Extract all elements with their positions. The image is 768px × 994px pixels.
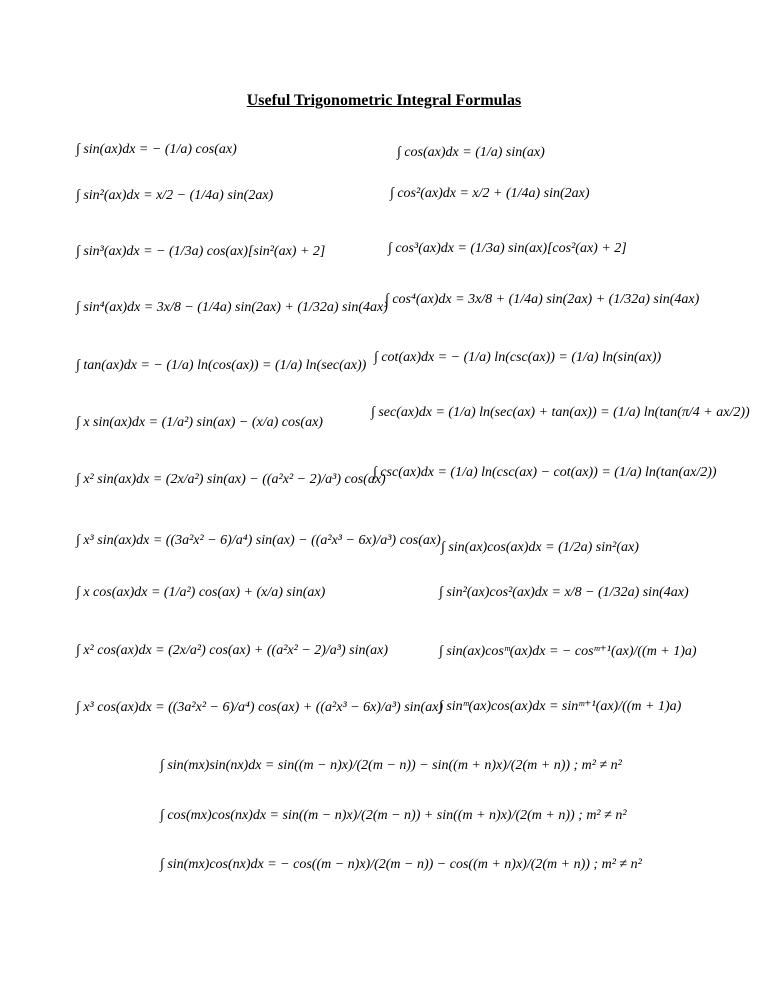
formula-x-sin: ∫ x sin(ax)dx = (1/a²) sin(ax) − (x/a) cos(ax) xyxy=(76,415,323,430)
formula-sin2-cos2: ∫ sin²(ax)cos²(ax)dx = x/8 − (1/32a) sin(4ax) xyxy=(439,585,689,600)
formula-x2-cos: ∫ x² cos(ax)dx = (2x/a²) cos(ax) + ((a²x² − 2)/a³) sin(ax) xyxy=(76,643,389,658)
formula-cos-cubed: ∫ cos³(ax)dx = (1/3a) sin(ax)[cos²(ax) + 2] xyxy=(388,241,627,256)
formula-x-cos: ∫ x cos(ax)dx = (1/a²) cos(ax) + (x/a) sin(ax) xyxy=(76,585,326,600)
formula-sin-mx-cos-nx: ∫ sin(mx)cos(nx)dx = − cos((m − n)x)/(2(m − n)) − cos((m + n)x)/(2(m + n)) ; m² ≠ n² xyxy=(160,857,642,872)
formula-sin-cubed: ∫ sin³(ax)dx = − (1/3a) cos(ax)[sin²(ax) + 2] xyxy=(76,244,326,259)
formula-sin-mx-sin-nx: ∫ sin(mx)sin(nx)dx = sin((m − n)x)/(2(m − n)) − sin((m + n)x)/(2(m + n)) ; m² ≠ n² xyxy=(160,758,622,773)
formula-x3-sin: ∫ x³ sin(ax)dx = ((3a²x² − 6)/a⁴) sin(ax) − ((a²x³ − 6x)/a³) cos(ax) xyxy=(76,533,441,548)
page-title: Useful Trigonometric Integral Formulas xyxy=(246,92,522,109)
formula-sin-cos: ∫ sin(ax)cos(ax)dx = (1/2a) sin²(ax) xyxy=(441,540,639,555)
formula-cos-squared: ∫ cos²(ax)dx = x/2 + (1/4a) sin(2ax) xyxy=(390,186,590,201)
formula-sin: ∫ sin(ax)dx = − (1/a) cos(ax) xyxy=(76,142,237,157)
formula-x3-cos: ∫ x³ cos(ax)dx = ((3a²x² − 6)/a⁴) cos(ax) + ((a²x³ − 6x)/a³) sin(ax) xyxy=(76,700,444,715)
formula-cot: ∫ cot(ax)dx = − (1/a) ln(csc(ax)) = (1/a) ln(sin(ax)) xyxy=(374,350,662,365)
formula-cos-fourth: ∫ cos⁴(ax)dx = 3x/8 + (1/4a) sin(2ax) + (1/32a) sin(4ax) xyxy=(385,292,700,307)
formula-tan: ∫ tan(ax)dx = − (1/a) ln(cos(ax)) = (1/a) ln(sec(ax)) xyxy=(76,358,367,373)
formula-sin-cos-m: ∫ sin(ax)cosᵐ(ax)dx = − cosᵐ⁺¹(ax)/((m + 1)a) xyxy=(439,644,697,659)
formula-sin-fourth: ∫ sin⁴(ax)dx = 3x/8 − (1/4a) sin(2ax) + (1/32a) sin(4ax) xyxy=(76,300,388,315)
formula-cos-mx-cos-nx: ∫ cos(mx)cos(nx)dx = sin((m − n)x)/(2(m − n)) + sin((m + n)x)/(2(m + n)) ; m² ≠ n² xyxy=(160,808,627,823)
formula-csc: ∫ csc(ax)dx = (1/a) ln(csc(ax) − cot(ax)) = (1/a) ln(tan(ax/2)) xyxy=(373,465,717,480)
formula-sec: ∫ sec(ax)dx = (1/a) ln(sec(ax) + tan(ax)) = (1/a) ln(tan(π/4 + ax/2)) xyxy=(371,405,750,420)
formula-sin-squared: ∫ sin²(ax)dx = x/2 − (1/4a) sin(2ax) xyxy=(76,188,274,203)
formula-sin-m-cos: ∫ sinᵐ(ax)cos(ax)dx = sinᵐ⁺¹(ax)/((m + 1)a) xyxy=(439,699,682,714)
formula-cos: ∫ cos(ax)dx = (1/a) sin(ax) xyxy=(397,145,545,160)
formula-x2-sin: ∫ x² sin(ax)dx = (2x/a²) sin(ax) − ((a²x² − 2)/a³) cos(ax) xyxy=(76,472,386,487)
